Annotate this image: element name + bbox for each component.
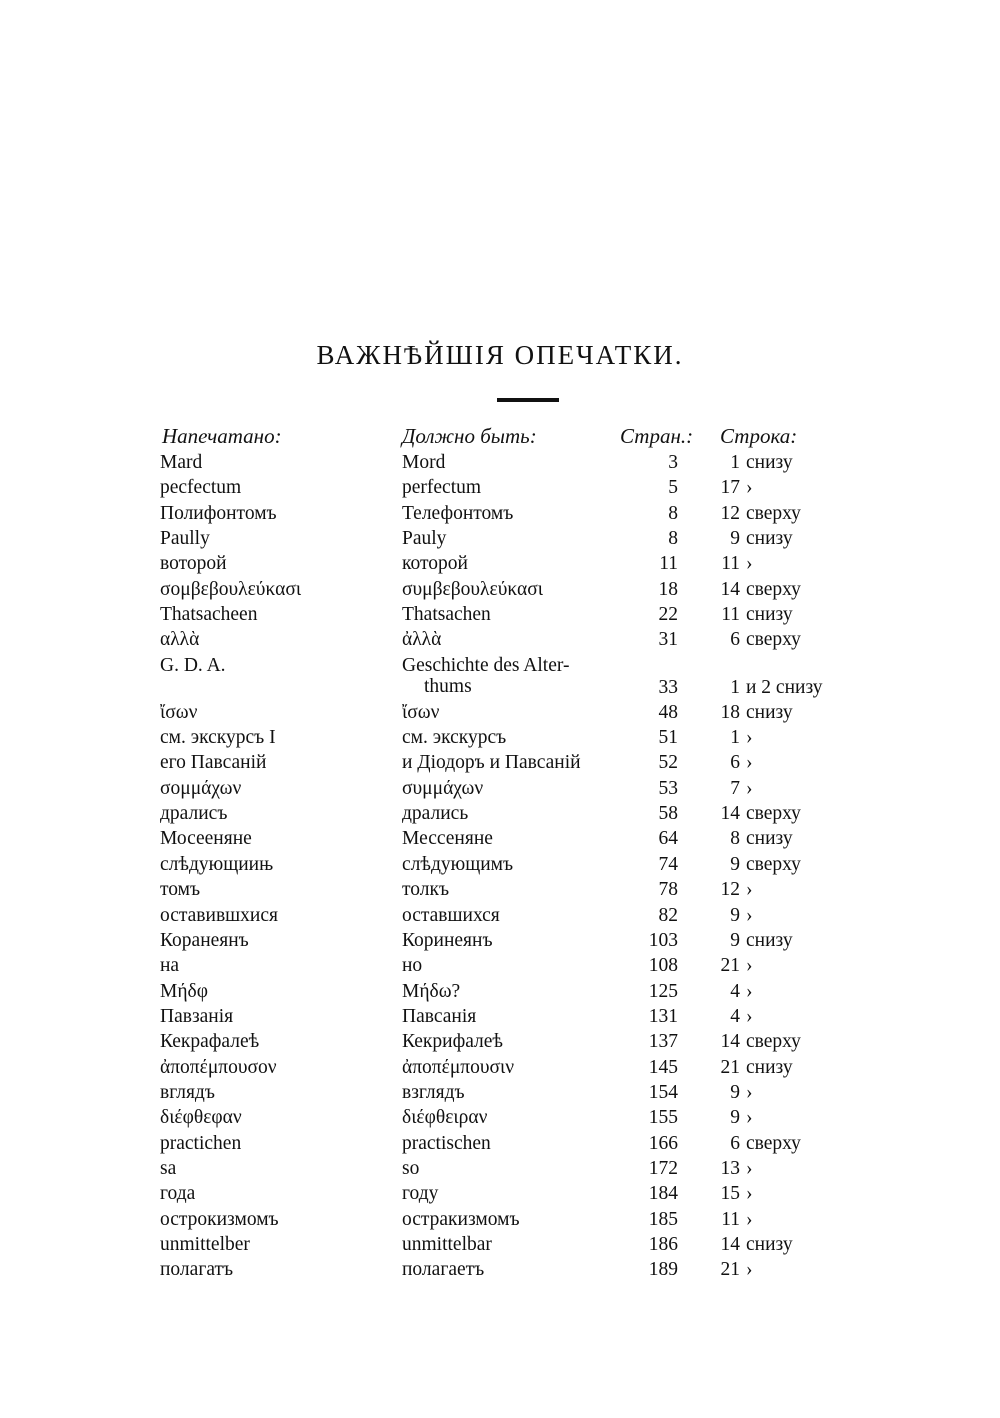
table-row [0,579,1000,604]
title-rule [497,398,559,402]
printed-cell: ἀποπέμπουσον [160,1056,277,1078]
position-cell: › [746,1081,753,1103]
line-cell: 9 [730,1081,740,1103]
table-row [0,727,1000,752]
page-cell: 78 [658,879,678,901]
table-row [0,1234,1000,1259]
page-cell: 3 [668,452,678,473]
page-cell: 33 [658,676,678,698]
page-cell: 18 [658,578,678,600]
position-cell: › [746,980,753,1002]
table-row [0,828,1000,853]
line-cell: 7 [730,777,740,799]
position-cell: › [746,1259,753,1281]
correct-cell: Thatsachen [402,604,491,626]
table-row [0,1158,1000,1183]
correct-cell: ἀποπέμπουσιν [402,1056,515,1078]
page-title: ВАЖНѢЙШІЯ ОПЕЧАТКИ. [316,340,684,370]
header-page: Стран.: [620,424,694,448]
line-cell: 18 [720,701,740,723]
page-cell: 5 [668,477,678,499]
correct-cell: толкъ [402,879,450,901]
page-cell: 52 [658,752,678,774]
position-cell: › [746,904,753,926]
table-row [0,803,1000,828]
correct-cell: оставшихся [402,904,500,926]
table-row [0,604,1000,629]
line-cell: 9 [730,528,740,550]
printed-cell: воторой [160,553,227,575]
table-row [0,981,1000,1006]
position-cell: сверху [746,853,801,875]
line-cell: 14 [720,1031,740,1053]
correct-cell: Кекрифалеѣ [402,1031,504,1053]
position-cell: снизу [746,929,793,951]
page-cell: 58 [658,803,678,825]
printed-cell: полагатъ [160,1259,234,1281]
position-cell: › [746,1157,753,1179]
page-cell: 11 [659,553,678,575]
line-cell: 14 [720,1233,740,1255]
correct-cell: Коринеянъ [402,929,493,951]
position-cell: › [746,727,753,749]
correct-cell: unmittelbar [402,1233,492,1255]
position-cell: › [746,777,753,799]
printed-cell: Мосееняне [160,828,252,850]
line-cell: 21 [720,955,740,977]
position-cell: сверху [746,629,801,651]
printed-cell: острокизмомъ [160,1208,279,1230]
line-cell: 1 [730,452,740,473]
printed-cell: года [160,1183,196,1205]
table-row [0,655,1000,702]
header-printed: Напечатано: [162,424,282,448]
line-cell: 21 [720,1259,740,1281]
printed-cell: на [160,955,180,977]
line-cell: 6 [730,752,740,774]
position-cell: снизу [746,604,793,626]
printed-cell: Коранеянъ [160,929,249,951]
correct-cell: so [402,1157,420,1179]
table-row [0,1057,1000,1082]
line-cell: 15 [720,1183,740,1205]
position-cell: и 2 снизу [746,676,823,698]
correct-cell: см. экскурсъ [402,727,507,749]
position-cell: сверху [746,502,801,524]
correct-cell: perfectum [402,477,482,499]
line-cell: 9 [730,1107,740,1129]
table-row [0,905,1000,930]
printed-cell: слѣдующиињ [160,853,274,875]
correct-cell: Pauly [402,528,447,550]
printed-cell: Полифонтомъ [160,502,277,524]
correct-cell: ἀλλὰ [402,629,442,651]
header-line: Строка: [720,424,798,448]
correct-cell: Телефонтомъ [402,502,514,524]
position-cell: снизу [746,828,793,850]
printed-cell: practichen [160,1132,242,1154]
table-row [0,752,1000,777]
line-cell: 11 [721,604,740,626]
position-cell: сверху [746,1132,801,1154]
correct-cell: дрались [402,803,469,825]
printed-cell: Павзанія [160,1005,234,1027]
line-cell: 4 [730,1005,740,1027]
correct-cell: и Діодоръ и Павсаній [402,752,581,774]
header-should-be: Должно быть: [402,424,537,448]
page-cell: 189 [648,1259,678,1281]
printed-cell: σομβεβουλεύκασι [160,578,302,600]
line-cell: 8 [730,828,740,850]
printed-cell: sa [160,1157,177,1179]
position-cell: › [746,1183,753,1205]
printed-cell: Mard [160,452,203,473]
correct-cell: Павсанія [402,1005,477,1027]
position-cell: снизу [746,452,793,473]
line-cell: 6 [730,1132,740,1154]
table-row [0,854,1000,879]
page-cell: 131 [648,1005,678,1027]
line-cell: 11 [721,1208,740,1230]
position-cell: › [746,1208,753,1230]
correct-cell: остракизмомъ [402,1208,520,1230]
correct-line-1: Geschichte des Alter- [402,654,570,676]
line-cell: 1 [730,676,740,698]
correct-cell: полагаетъ [402,1259,485,1281]
correct-cell: συμμάχων [402,777,484,799]
printed-cell: Μήδφ [160,980,208,1002]
correct-cell: слѣдующимъ [402,853,514,875]
correct-cell: которой [402,553,468,575]
table-row [0,528,1000,553]
printed-cell: томъ [160,879,201,901]
printed-cell: αλλὰ [160,629,200,651]
printed-cell: дралисъ [160,803,228,825]
printed-cell: Thatsacheen [160,604,258,626]
position-cell: снизу [746,1233,793,1255]
line-cell: 9 [730,853,740,875]
printed-cell: Paully [160,528,210,550]
page-cell: 184 [648,1183,678,1205]
page-cell: 22 [658,604,678,626]
table-row [0,879,1000,904]
line-cell: 12 [720,879,740,901]
table-row [0,477,1000,502]
page-cell: 145 [648,1056,678,1078]
table-row [0,1259,1000,1284]
printed-cell: unmittelber [160,1233,250,1255]
position-cell: снизу [746,528,793,550]
table-row [0,1006,1000,1031]
table-row [0,778,1000,803]
page-cell: 137 [648,1031,678,1053]
page-cell: 53 [658,777,678,799]
position-cell: снизу [746,1056,793,1078]
page-cell: 166 [648,1132,678,1154]
page-cell: 186 [648,1233,678,1255]
table-row [0,1082,1000,1107]
position-cell: снизу [746,701,793,723]
table-row [0,1209,1000,1234]
position-cell: › [746,1005,753,1027]
line-cell: 14 [720,803,740,825]
page-cell: 82 [658,904,678,926]
position-cell: › [746,752,753,774]
line-cell: 1 [730,727,740,749]
line-cell: 14 [720,578,740,600]
correct-cell: συμβεβουλεύκασι [402,578,543,600]
position-cell: › [746,477,753,499]
position-cell: сверху [746,803,801,825]
line-cell: 12 [720,502,740,524]
line-cell: 13 [720,1157,740,1179]
line-cell: 11 [721,553,740,575]
correct-cell: practischen [402,1132,491,1154]
printed-cell: σομμάχων [160,777,242,799]
page-cell: 108 [648,955,678,977]
position-cell: › [746,879,753,901]
table-row [0,503,1000,528]
correct-cell: взглядъ [402,1081,465,1103]
printed-cell: διέφθεφαν [160,1107,242,1129]
position-cell: сверху [746,1031,801,1053]
printed-cell: ἴσων [160,701,198,723]
printed-cell: pecfectum [160,477,242,499]
page-cell: 155 [648,1107,678,1129]
correct-cell: ἴσων [402,701,440,723]
position-cell: › [746,1107,753,1129]
printed-cell: Кекрафалеѣ [160,1031,260,1053]
page-cell: 154 [648,1081,678,1103]
line-cell: 9 [730,904,740,926]
position-cell: › [746,955,753,977]
page-cell: 48 [658,701,678,723]
correct-cell [402,655,569,697]
line-cell: 6 [730,629,740,651]
printed-cell: G. D. A. [160,654,226,676]
position-cell: сверху [746,578,801,600]
page-cell: 64 [658,828,678,850]
page-cell: 51 [658,727,678,749]
printed-cell: оставившхися [160,904,278,926]
line-cell: 4 [730,980,740,1002]
line-cell: 21 [720,1056,740,1078]
page-cell: 8 [668,528,678,550]
page-cell: 74 [658,853,678,875]
table-row [0,629,1000,654]
position-cell: › [746,553,753,575]
line-cell: 17 [720,477,740,499]
printed-cell: см. экскурсъ I [160,727,276,749]
correct-cell: Μήδω? [402,980,461,1002]
correct-line-2: thums [424,675,472,697]
correct-cell: Мессеняне [402,828,493,850]
table-row [0,1133,1000,1158]
printed-cell: его Павсаній [160,752,267,774]
table-row [0,1107,1000,1132]
table-row [0,955,1000,980]
correct-cell: но [402,955,423,977]
page-cell: 172 [648,1157,678,1179]
page-cell: 125 [648,980,678,1002]
table-row [0,553,1000,578]
table-row [0,452,1000,477]
page-cell: 103 [648,929,678,951]
correct-cell: διέφθειραν [402,1107,488,1129]
page-cell: 8 [668,502,678,524]
page-cell: 185 [648,1208,678,1230]
page-cell: 31 [658,629,678,651]
printed-cell: вглядъ [160,1081,215,1103]
line-cell: 9 [730,929,740,951]
table-row [0,1183,1000,1208]
table-row [0,1031,1000,1056]
correct-cell: году [402,1183,439,1205]
correct-cell: Mord [402,452,446,473]
table-row [0,702,1000,727]
errata-table [0,452,1000,1285]
table-row [0,930,1000,955]
